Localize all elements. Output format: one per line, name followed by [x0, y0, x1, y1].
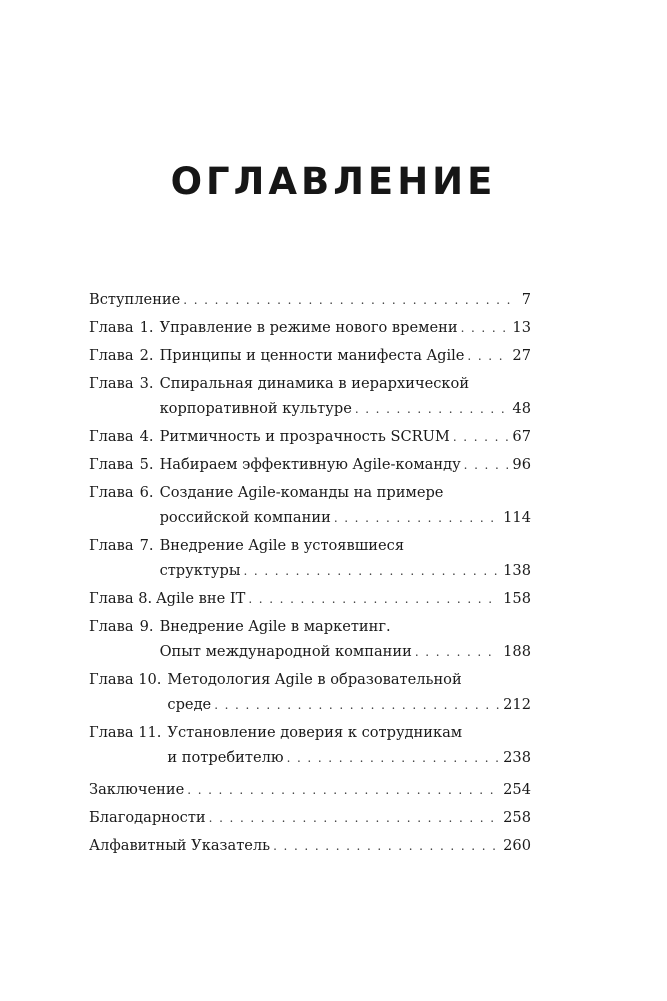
toc-entry-conclusion[interactable] — [89, 777, 531, 802]
dot-leader — [248, 587, 499, 612]
toc-entry-label-cont: и потребителю — [167, 749, 284, 766]
toc-entry-label: Принципы и ценности манифеста Agile — [159, 347, 465, 364]
dot-leader — [355, 397, 509, 422]
toc-entry-acknowledgements[interactable] — [89, 805, 531, 830]
toc-entry-chapter-6[interactable] — [89, 480, 531, 530]
dot-leader — [467, 344, 508, 369]
toc-entry-chapter-2[interactable] — [89, 343, 531, 368]
chapter-prefix: Глава 5. — [89, 456, 154, 473]
page-title: ОГЛАВЛЕНИЕ — [170, 160, 497, 203]
toc-entry-label: Внедрение Agile в маркетинг. — [159, 618, 391, 635]
toc-entry-chapter-11[interactable] — [89, 720, 531, 770]
toc-entry-label: Agile вне IT — [156, 590, 246, 607]
toc-page-number: 260 — [503, 837, 531, 854]
toc-entry-label-cont: структуры — [159, 562, 241, 579]
toc-page-number: 254 — [503, 781, 531, 798]
toc-entry-label: Внедрение Agile в устоявшиеся — [159, 537, 405, 554]
toc-entry-chapter-4[interactable] — [89, 424, 531, 449]
chapter-prefix: Глава 10. — [89, 671, 162, 688]
toc-entry-label: Управление в режиме нового времени — [159, 319, 458, 336]
toc-entry-label: Методология Agile в образовательной — [167, 671, 462, 688]
toc-entry-label: Заключение — [89, 781, 185, 798]
dot-leader — [334, 506, 499, 531]
toc-entry-index[interactable] — [89, 833, 531, 858]
toc-page-number: 138 — [503, 562, 531, 579]
dot-leader — [273, 834, 499, 859]
dot-leader — [464, 453, 509, 478]
dot-leader — [415, 640, 499, 665]
toc-entry-chapter-10[interactable] — [89, 667, 531, 717]
chapter-prefix: Глава 3. — [89, 375, 154, 392]
chapter-prefix: Глава 8. — [89, 590, 153, 607]
toc-entry-chapter-9[interactable] — [89, 614, 531, 664]
dot-leader — [214, 693, 499, 718]
toc-page-number: 96 — [512, 456, 531, 473]
dot-leader — [287, 746, 500, 771]
dot-leader — [209, 806, 499, 831]
toc-entry-intro[interactable] — [89, 287, 531, 312]
dot-leader — [461, 316, 509, 341]
chapter-prefix: Глава 4. — [89, 428, 154, 445]
toc-entry-chapter-1[interactable] — [89, 315, 531, 340]
toc-entry-label: Установление доверия к сотрудникам — [167, 724, 463, 741]
dot-leader — [453, 425, 509, 450]
dot-leader — [187, 778, 499, 803]
toc-entry-label: Создание Agile-команды на примере — [159, 484, 444, 501]
toc-entry-label: Благодарности — [89, 809, 206, 826]
chapter-prefix: Глава 11. — [89, 724, 162, 741]
toc-entry-label: Ритмичность и прозрачность SCRUM — [159, 428, 450, 445]
toc-entry-label: Алфавитный Указатель — [89, 837, 271, 854]
toc-entry-label-cont: среде — [167, 696, 212, 713]
toc-entry-label-cont: российской компании — [159, 509, 331, 526]
toc-entry-label-cont: Опыт международной компании — [159, 643, 412, 660]
dot-leader — [243, 559, 499, 584]
toc-entry-label-cont: корпоративной культуре — [159, 400, 352, 417]
toc-page-number: 27 — [512, 347, 531, 364]
toc-entry-label: Вступление — [89, 291, 181, 308]
toc-entry-label: Набираем эффективную Agile-команду — [159, 456, 461, 473]
toc-page-number: 238 — [503, 749, 531, 766]
chapter-prefix: Глава 9. — [89, 618, 154, 635]
toc-entry-label: Спиральная динамика в иерархической — [159, 375, 470, 392]
toc-page-number: 188 — [503, 643, 531, 660]
toc-page-number: 212 — [503, 696, 531, 713]
toc-page-number: 258 — [503, 809, 531, 826]
chapter-prefix: Глава 6. — [89, 484, 154, 501]
toc-page-number: 114 — [503, 509, 531, 526]
toc-page-number: 158 — [503, 590, 531, 607]
toc-entry-chapter-5[interactable] — [89, 452, 531, 477]
toc-entry-chapter-7[interactable] — [89, 533, 531, 583]
chapter-prefix: Глава 2. — [89, 347, 154, 364]
toc-page-number: 13 — [512, 319, 531, 336]
toc-page-number: 48 — [512, 400, 531, 417]
table-of-contents — [89, 287, 531, 858]
toc-page-number: 67 — [512, 428, 531, 445]
toc-entry-chapter-8[interactable] — [89, 586, 531, 611]
dot-leader — [183, 288, 517, 313]
toc-entry-chapter-3[interactable] — [89, 371, 531, 421]
chapter-prefix: Глава 1. — [89, 319, 154, 336]
chapter-prefix: Глава 7. — [89, 537, 154, 554]
toc-page-number: 7 — [521, 291, 531, 308]
